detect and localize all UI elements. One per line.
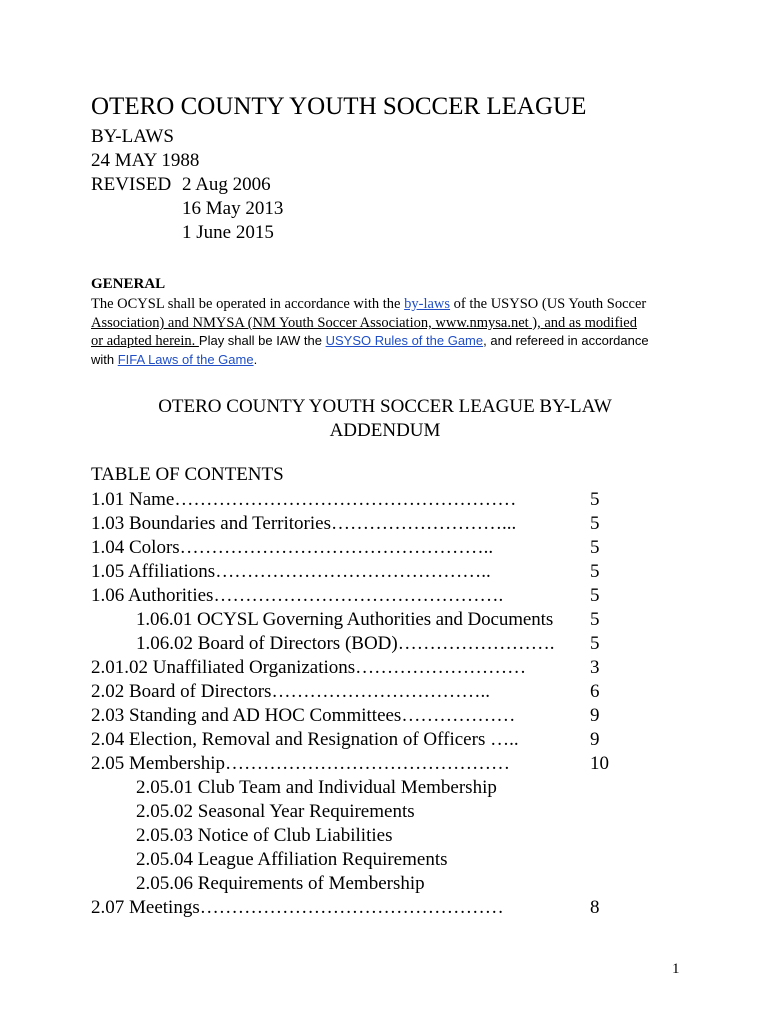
toc-entry-label: 2.05.02 Seasonal Year Requirements (136, 801, 415, 822)
general-text: Association) and NMYSA (NM Youth Soccer Association, (91, 315, 436, 331)
toc-entry-page: 5 (590, 561, 600, 582)
toc-entry (0, 513, 770, 537)
toc-entry (0, 657, 770, 681)
revised-label: REVISED (91, 174, 172, 195)
toc-entry-label: 2.07 Meetings………………………………………… (91, 897, 504, 918)
bylaws-label: BY-LAWS (91, 126, 174, 147)
general-line-1 (91, 296, 646, 313)
toc-entry-label: 1.06.01 OCYSL Governing Authorities and Documents (136, 609, 554, 630)
revised-date-3: 1 June 2015 (182, 222, 274, 243)
toc-entry (0, 489, 770, 513)
toc-entry-label: 1.06.02 Board of Directors (BOD)……………………. (136, 633, 555, 654)
general-text: . (253, 352, 258, 367)
addendum-title: OTERO COUNTY YOUTH SOCCER LEAGUE BY-LAW (158, 396, 612, 417)
toc-entry-page: 5 (590, 513, 600, 534)
toc-entry (0, 705, 770, 729)
general-text: , and refereed in accordance (483, 333, 649, 348)
toc-entry-page: 5 (590, 537, 600, 558)
addendum-subtitle: ADDENDUM (329, 420, 441, 441)
toc-entry (0, 561, 770, 585)
revised-date-1: 2 Aug 2006 (182, 174, 271, 195)
toc-entry (0, 753, 770, 777)
toc-entry-label: 2.05.06 Requirements of Membership (136, 873, 425, 894)
general-line-4 (91, 352, 257, 369)
toc-entry (0, 633, 770, 657)
nmysa-url: www.nmysa.net (435, 315, 529, 331)
toc-entry-page: 5 (590, 609, 600, 630)
toc-entry-label: 2.05.01 Club Team and Individual Membership (136, 777, 497, 798)
toc-entry-page: 10 (590, 753, 609, 774)
fifa-laws-link[interactable]: FIFA Laws of the Game (117, 352, 254, 367)
revised-date-2: 16 May 2013 (182, 198, 284, 219)
page-number: 1 (672, 961, 680, 977)
toc-entry (0, 585, 770, 609)
toc-entry-label: 1.01 Name……………………………………………… (91, 489, 517, 510)
toc-entry-page: 8 (590, 897, 600, 918)
toc-entry-label: 1.06 Authorities………………………………………. (91, 585, 504, 606)
toc-entry-label: 2.05.03 Notice of Club Liabilities (136, 825, 393, 846)
toc-entry-label: 2.05 Membership……………………………………… (91, 753, 511, 774)
toc-entry-label: 1.05 Affiliations…………………………………….. (91, 561, 491, 582)
general-text: with (91, 352, 118, 367)
toc-entry (0, 681, 770, 705)
toc-entry-page: 5 (590, 489, 600, 510)
toc-entry (0, 873, 770, 897)
toc-entry-page: 3 (590, 657, 600, 678)
usyso-rules-link[interactable]: USYSO Rules of the Game (325, 333, 484, 348)
toc-entry (0, 537, 770, 561)
toc-entry-label: 1.03 Boundaries and Territories………………………... (91, 513, 517, 534)
general-heading: GENERAL (91, 276, 166, 292)
general-text: ), and as modified (528, 315, 637, 331)
general-text: or adapted herein. (91, 333, 199, 349)
toc-entry (0, 897, 770, 921)
toc-entry-label: 2.02 Board of Directors…………………………….. (91, 681, 490, 702)
toc-entry-label: 2.05.04 League Affiliation Requirements (136, 849, 448, 870)
toc-entry-label: 2.04 Election, Removal and Resignation of Officers ….. (91, 729, 519, 750)
general-text: Play shall be IAW the (198, 333, 326, 348)
general-text: The OCYSL shall be operated in accordance with the (91, 296, 405, 312)
toc-entry-page: 9 (590, 705, 600, 726)
toc-entry-label: 1.04 Colors………………………………………….. (91, 537, 494, 558)
toc-entry-label: 2.03 Standing and AD HOC Committees……………… (91, 705, 516, 726)
toc-entry-page: 5 (590, 585, 600, 606)
toc-entry (0, 801, 770, 825)
toc-entry (0, 609, 770, 633)
toc-entry-page: 5 (590, 633, 600, 654)
toc-entry-page: 6 (590, 681, 600, 702)
document-title: OTERO COUNTY YOUTH SOCCER LEAGUE (91, 93, 587, 120)
general-line-3 (91, 333, 649, 350)
toc-entry-label: 2.01.02 Unaffiliated Organizations……………………… (91, 657, 527, 678)
toc-entry-page: 9 (590, 729, 600, 750)
general-text: of the USYSO (US Youth Soccer (450, 296, 647, 312)
bylaws-link[interactable]: by-laws (404, 296, 451, 312)
toc-entry (0, 825, 770, 849)
toc-entry (0, 777, 770, 801)
toc-heading: TABLE OF CONTENTS (91, 464, 284, 485)
toc-entry (0, 729, 770, 753)
original-date: 24 MAY 1988 (91, 150, 200, 171)
toc-entry (0, 849, 770, 873)
general-line-2 (91, 315, 637, 332)
